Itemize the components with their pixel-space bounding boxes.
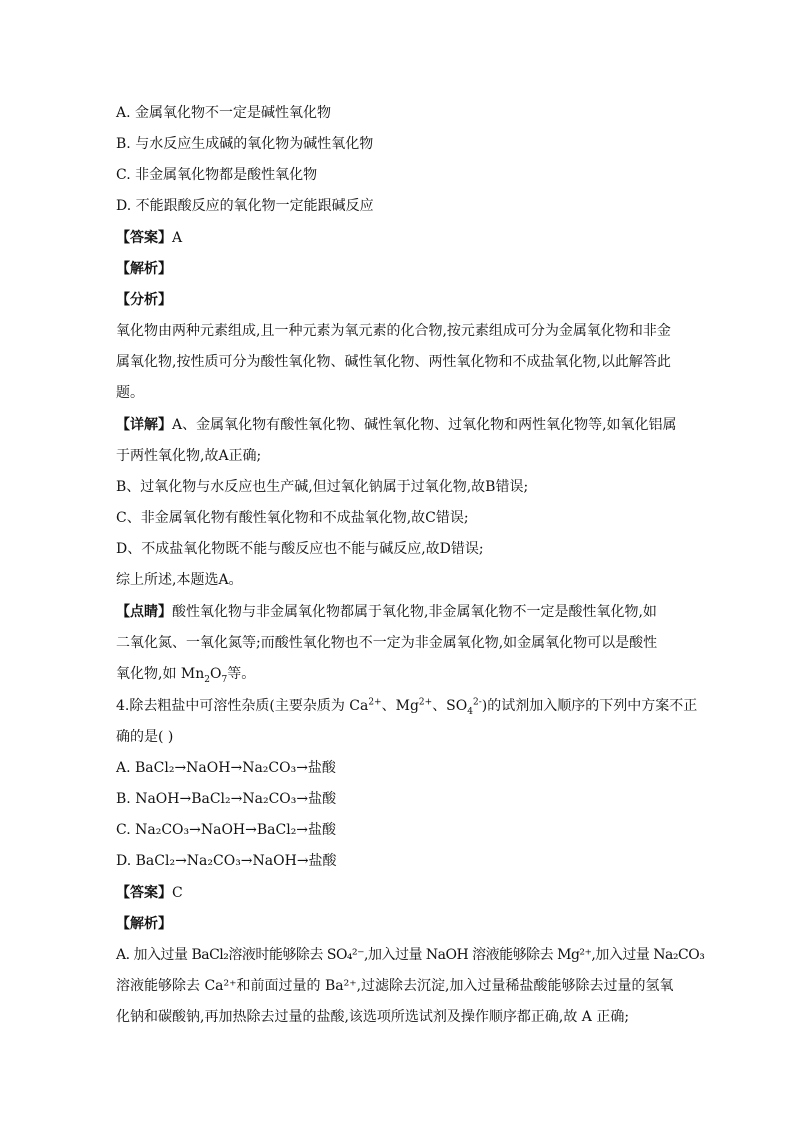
q4-explanation-line-3: 化钠和碳酸钠,再加热除去过量的盐酸,该选项所选试剂及操作顺序都正确,故 A 正确; — [116, 1009, 630, 1025]
q3-xiangjie-line-3: B、过氧化物与水反应也生产碱,但过氧化钠属于过氧化物,故B错误; — [116, 479, 529, 495]
q3-dianjing-line-1 — [116, 603, 686, 621]
dianjing-label: 【点睛】 — [116, 604, 172, 620]
dianjing-sub-2: 7 — [221, 674, 228, 685]
q3-answer — [116, 229, 686, 247]
q3-xiangjie-line-5: D、不成盐氧化物既不能与酸反应也不能与碱反应,故D错误; — [116, 541, 484, 557]
q4-stem-line-1 — [116, 697, 698, 717]
q4-stem-line-2: 确的是( ) — [116, 729, 174, 745]
q4-answer — [116, 884, 686, 902]
q4-option-d: D. BaCl₂→Na₂CO₃→NaOH→盐酸 — [116, 853, 337, 869]
q4-stem-d: )的试剂加入顺序的下列中方案不正 — [481, 698, 698, 714]
answer-label: 【答案】 — [116, 230, 172, 246]
dianjing-3b: O — [210, 666, 222, 682]
q4-answer-label: 【答案】 — [116, 885, 172, 901]
q4-option-b: B. NaOH→BaCl₂→Na₂CO₃→盐酸 — [116, 791, 337, 807]
q3-dianjing-line-2: 二氧化氮、一氧化氮等;而酸性氧化物也不一定为非金属氧化物,如金属氧化物可以是酸性 — [116, 635, 658, 651]
q3-xiangjie-line-4: C、非金属氧化物有酸性氧化物和不成盐氧化物,故C错误; — [116, 510, 469, 526]
q4-jiexi-label: 【解析】 — [116, 916, 172, 932]
q3-fenxi-line-2: 属氧化物,按性质可分为酸性氧化物、碱性氧化物、两性氧化物和不成盐氧化物,以此解答此 — [116, 354, 671, 370]
answer-value: A — [172, 230, 183, 246]
xiangjie-label: 【详解】 — [116, 417, 172, 433]
q3-fenxi-line-3: 题。 — [116, 385, 144, 401]
q3-jiexi-label: 【解析】 — [116, 261, 172, 277]
xiangjie-text-1: A、金属氧化物有酸性氧化物、碱性氧化物、过氧化物和两性氧化物等,如氧化铝属 — [172, 417, 677, 433]
q4-stem-c: 、SO — [432, 698, 468, 714]
q3-option-c: C. 非金属氧化物都是酸性氧化物 — [116, 167, 318, 183]
q3-dianjing-line-3 — [116, 665, 686, 683]
q3-option-d: D. 不能跟酸反应的氧化物一定能跟碱反应 — [116, 198, 374, 214]
q4-answer-value: C — [172, 885, 183, 901]
q3-option-b: B. 与水反应生成碱的氧化物为碱性氧化物 — [116, 136, 374, 152]
q4-option-a: A. BaCl₂→NaOH→Na₂CO₃→盐酸 — [116, 760, 336, 776]
q3-summary: 综上所述,本题选A。 — [116, 572, 243, 588]
q4-sup-2: 2+ — [418, 697, 433, 708]
q4-sup-3: 2- — [473, 697, 482, 708]
q3-fenxi-label: 【分析】 — [116, 292, 172, 308]
q4-option-c: C. Na₂CO₃→NaOH→BaCl₂→盐酸 — [116, 822, 337, 838]
q3-option-a: A. 金属氧化物不一定是碱性氧化物 — [116, 105, 332, 121]
q4-explanation-line-1: A. 加入过量 BaCl₂溶液时能够除去 SO₄²⁻,加入过量 NaOH 溶液能够除去 Mg²⁺,加入过量 Na₂CO₃ — [116, 947, 705, 963]
dianjing-3c: 等。 — [227, 666, 256, 682]
q3-fenxi-line-1: 氧化物由两种元素组成,且一种元素为氧元素的化合物,按元素组成可分为金属氧化物和非金 — [116, 323, 671, 339]
dianjing-sub-1: 2 — [204, 674, 210, 685]
q4-stem-b: 、Mg — [381, 698, 419, 714]
q4-explanation-line-2: 溶液能够除去 Ca²⁺和前面过量的 Ba²⁺,过滤除去沉淀,加入过量稀盐酸能够除去过量的氢氧 — [116, 978, 674, 994]
q4-sub-3: 4 — [467, 706, 473, 717]
q3-xiangjie-line-2: 于两性氧化物,故A正确; — [116, 448, 262, 464]
q4-stem-a: 4.除去粗盐中可溶性杂质(主要杂质为 Ca — [116, 698, 369, 714]
q3-xiangjie-line-1 — [116, 416, 686, 434]
dianjing-text-1: 酸性氧化物与非金属氧化物都属于氧化物,非金属氧化物不一定是酸性氧化物,如 — [172, 604, 657, 620]
dianjing-3a: 氧化物,如 Mn — [116, 666, 205, 682]
q4-sup-1: 2+ — [368, 697, 382, 708]
